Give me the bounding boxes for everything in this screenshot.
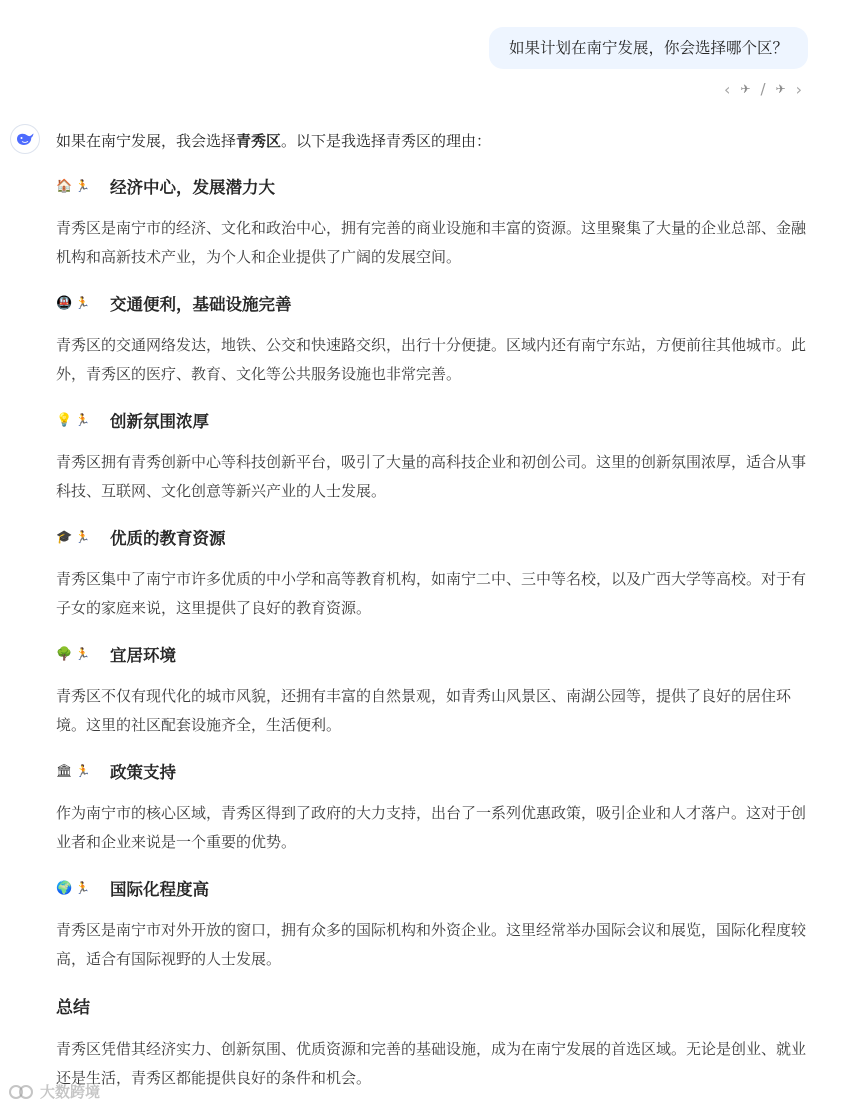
section-heading: [56, 759, 812, 783]
version-separator: /: [760, 80, 766, 98]
government-building-icon: 🏛 🏃: [56, 763, 91, 779]
section-title: 交通便利，基础设施完善: [110, 295, 292, 314]
section-heading: [56, 876, 812, 900]
section-body: 作为南宁市的核心区域，青秀区得到了政府的大力支持，出台了一系列优惠政策，吸引企业和人才落户。这对于创业者和企业来说是一个重要的优势。: [56, 804, 807, 851]
version-icon: ✈: [740, 82, 751, 96]
intro-text: 。以下是我选择青秀区的理由：: [281, 132, 492, 150]
assistant-answer: [56, 128, 812, 1108]
section-heading: [56, 174, 812, 198]
section-body: 青秀区不仅有现代化的城市风貌，还拥有丰富的自然景观，如青秀山风景区、南湖公园等，提供了良好的居住环境。这里的社区配套设施齐全，生活便利。: [56, 687, 792, 734]
user-message-text: 如果计划在南宁发展，你会选择哪个区？: [508, 39, 788, 57]
chevron-right-icon[interactable]: ›: [795, 79, 802, 99]
watermark-text: 大数跨境: [40, 1083, 101, 1101]
watermark-logo-icon: [8, 1083, 34, 1101]
section-body: 青秀区是南宁市的经济、文化和政治中心，拥有完善的商业设施和丰富的资源。这里聚集了大量的企业总部、金融机构和高新技术产业，为个人和企业提供了广阔的发展空间。: [56, 219, 807, 266]
lightbulb-icon: 💡 🏃: [56, 412, 91, 428]
message-version-nav: [724, 80, 802, 98]
section-title: 经济中心，发展潜力大: [110, 178, 275, 197]
watermark: [8, 1081, 100, 1102]
chevron-left-icon[interactable]: ‹: [724, 79, 731, 99]
summary-body: 青秀区凭借其经济实力、创新氛围、优质资源和完善的基础设施，成为在南宁发展的首选区域。无论是创业、就业还是生活，青秀区都能提供良好的条件和机会。: [56, 1040, 807, 1087]
section-title: 政策支持: [110, 763, 176, 782]
section-body: 青秀区拥有青秀创新中心等科技创新平台，吸引了大量的高科技企业和初创公司。这里的创新氛围浓厚，适合从事科技、互联网、文化创意等新兴产业的人士发展。: [56, 453, 807, 500]
graduation-cap-icon: 🎓 🏃: [56, 529, 91, 545]
metro-icon: 🚇 🏃: [56, 295, 91, 311]
section: [56, 291, 812, 389]
intro-text: 如果在南宁发展，我会选择: [56, 132, 237, 150]
section: [56, 525, 812, 623]
section-heading: [56, 525, 812, 549]
version-icon: ✈: [775, 82, 786, 96]
section-title: 创新氛围浓厚: [110, 412, 209, 431]
section-title: 优质的教育资源: [110, 529, 226, 548]
whale-logo-icon: [15, 131, 35, 147]
house-icon: 🏠 🏃: [56, 178, 91, 194]
answer-intro: [56, 128, 812, 154]
section-heading: [56, 408, 812, 432]
summary-title: 总结: [56, 998, 90, 1018]
section-title: 宜居环境: [110, 646, 176, 665]
section-title: 国际化程度高: [110, 880, 209, 899]
tree-icon: 🌳 🏃: [56, 646, 91, 662]
section: [56, 408, 812, 506]
section-body: 青秀区是南宁市对外开放的窗口，拥有众多的国际机构和外资企业。这里经常举办国际会议和展览，国际化程度较高，适合有国际视野的人士发展。: [56, 921, 807, 968]
section: [56, 759, 812, 857]
section: [56, 642, 812, 740]
globe-icon: 🌍 🏃: [56, 880, 91, 896]
section-body: 青秀区的交通网络发达，地铁、公交和快速路交织，出行十分便捷。区域内还有南宁东站，方便前往其他城市。此外，青秀区的医疗、教育、文化等公共服务设施也非常完善。: [56, 336, 807, 383]
intro-highlight: 青秀区: [236, 132, 282, 150]
section-body: 青秀区集中了南宁市许多优质的中小学和高等教育机构，如南宁二中、三中等名校，以及广西大学等高校。对于有子女的家庭来说，这里提供了良好的教育资源。: [56, 570, 807, 617]
section: [56, 876, 812, 974]
section-heading: [56, 291, 812, 315]
section-heading: [56, 642, 812, 666]
section: [56, 174, 812, 272]
user-message-bubble: [489, 27, 808, 69]
assistant-avatar: [10, 124, 40, 154]
